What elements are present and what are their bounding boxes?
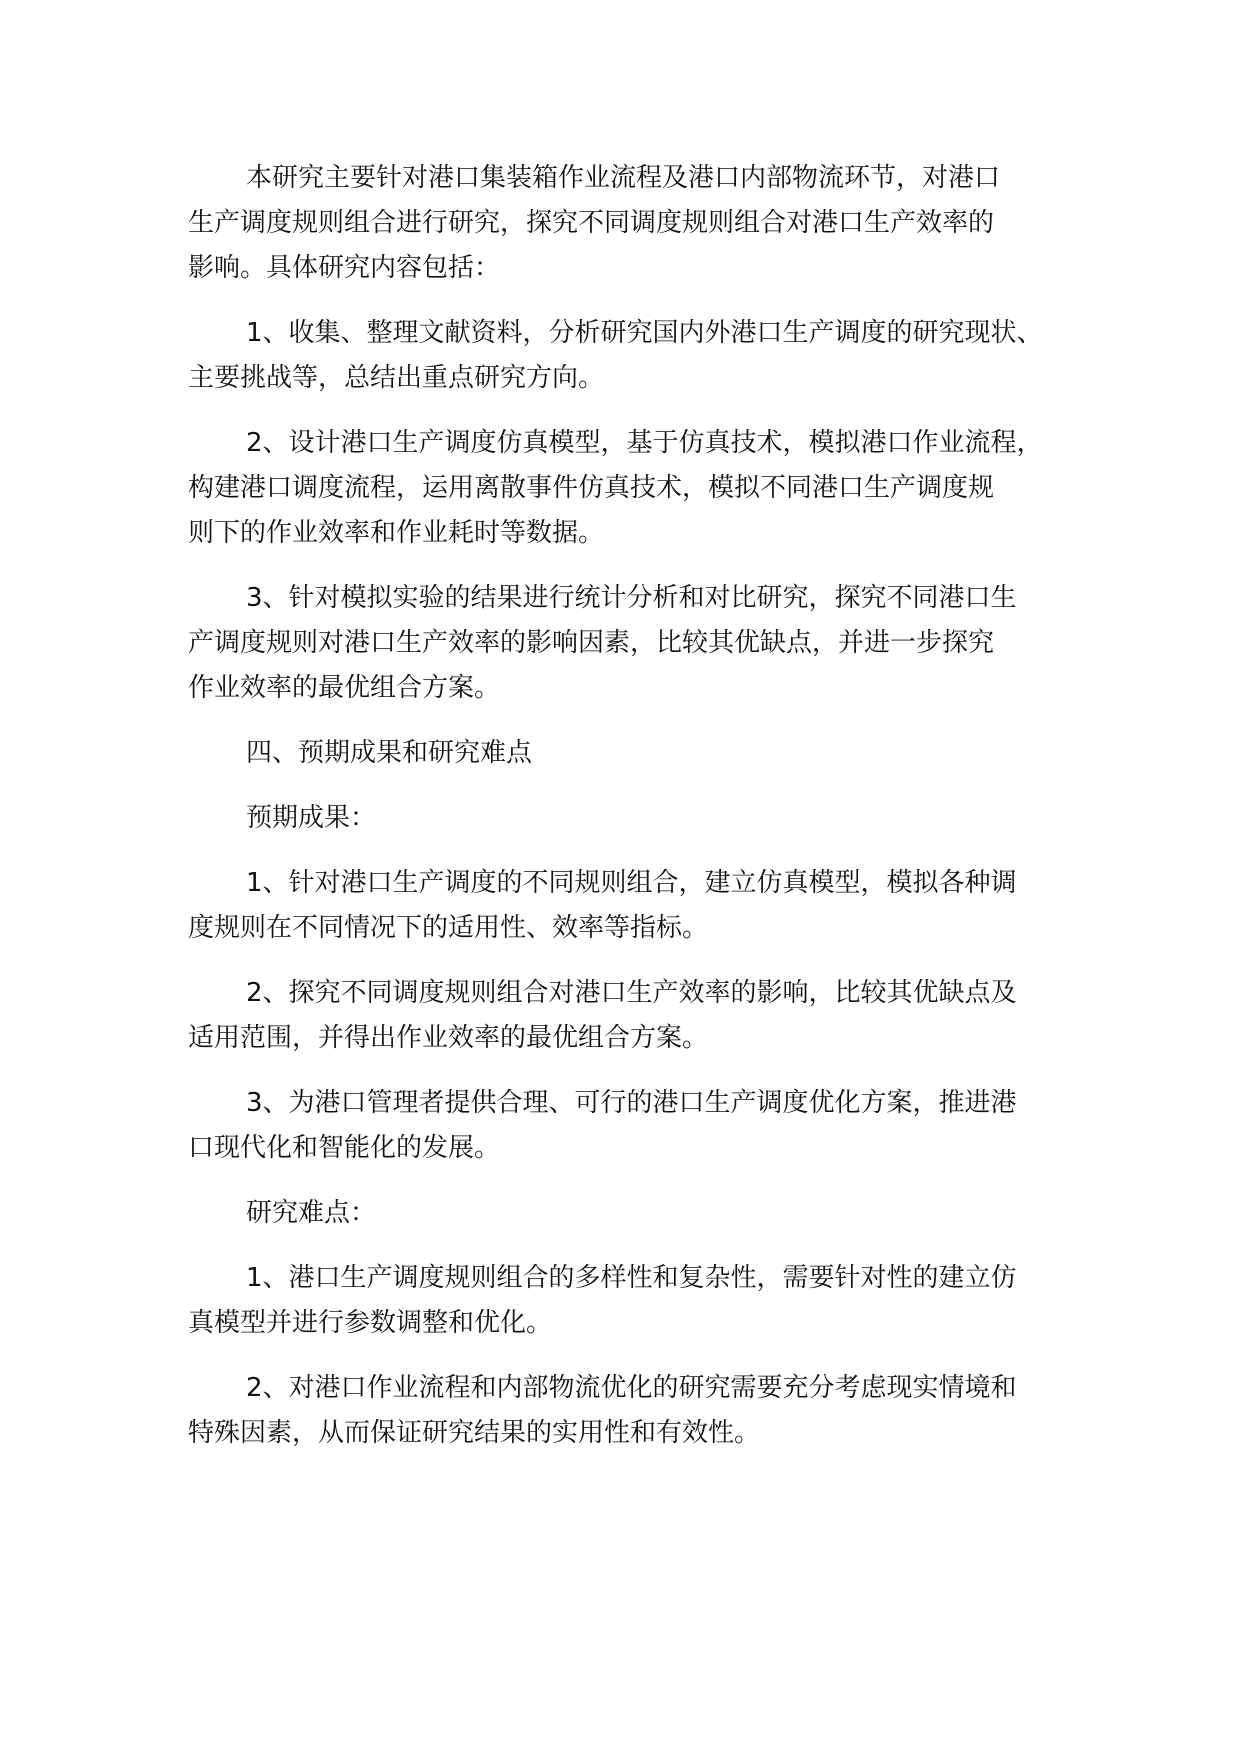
text-line: 特殊因素，从而保证研究结果的实用性和有效性。: [188, 1418, 761, 1448]
paragraph-difficulty-1: [188, 1256, 1068, 1346]
paragraph-difficulty-2: [188, 1366, 1068, 1456]
text-line: 3、针对模拟实验的结果进行统计分析和对比研究，探究不同港口生: [246, 583, 1017, 613]
subsection-heading-difficulty: [188, 1191, 1068, 1236]
paragraph-expected-3: [188, 1081, 1068, 1171]
paragraph-content-1: [188, 311, 1068, 401]
subsection-heading-expected: [188, 796, 1068, 841]
text-line: 度规则在不同情况下的适用性、效率等指标。: [188, 913, 709, 943]
paragraph-expected-2: [188, 971, 1068, 1061]
text-line: 本研究主要针对港口集装箱作业流程及港口内部物流环节，对港口: [246, 163, 1001, 193]
text-line: 真模型并进行参数调整和优化。: [188, 1308, 553, 1338]
text-line: 预期成果：: [246, 803, 377, 833]
text-line: 适用范围，并得出作业效率的最优组合方案。: [188, 1023, 709, 1053]
paragraph-expected-1: [188, 861, 1068, 951]
text-line: 构建港口调度流程，运用离散事件仿真技术，模拟不同港口生产调度规: [188, 473, 995, 503]
text-line: 2、设计港口生产调度仿真模型，基于仿真技术，模拟港口作业流程，: [246, 428, 1043, 458]
text-line: 研究难点：: [246, 1198, 377, 1228]
text-line: 作业效率的最优组合方案。: [188, 673, 501, 703]
section-heading: [188, 731, 1068, 776]
text-line: 1、针对港口生产调度的不同规则组合，建立仿真模型，模拟各种调: [246, 868, 1017, 898]
text-line: 2、对港口作业流程和内部物流优化的研究需要充分考虑现实情境和: [246, 1373, 1017, 1403]
text-line: 1、港口生产调度规则组合的多样性和复杂性，需要针对性的建立仿: [246, 1263, 1017, 1293]
text-line: 主要挑战等，总结出重点研究方向。: [188, 363, 605, 393]
paragraph-intro: [188, 156, 1068, 291]
text-line: 生产调度规则组合进行研究，探究不同调度规则组合对港口生产效率的: [188, 208, 995, 238]
text-line: 则下的作业效率和作业耗时等数据。: [188, 518, 605, 548]
document-page: [188, 156, 1068, 1476]
text-line: 1、收集、整理文献资料，分析研究国内外港口生产调度的研究现状、: [246, 318, 1043, 348]
paragraph-content-3: [188, 576, 1068, 711]
text-line: 影响。具体研究内容包括：: [188, 253, 501, 283]
text-line: 口现代化和智能化的发展。: [188, 1133, 501, 1163]
text-line: 2、探究不同调度规则组合对港口生产效率的影响，比较其优缺点及: [246, 978, 1017, 1008]
text-line: 产调度规则对港口生产效率的影响因素，比较其优缺点，并进一步探究: [188, 628, 995, 658]
text-line: 3、为港口管理者提供合理、可行的港口生产调度优化方案，推进港: [246, 1088, 1017, 1118]
text-line: 四、预期成果和研究难点: [246, 738, 533, 768]
paragraph-content-2: [188, 421, 1068, 556]
